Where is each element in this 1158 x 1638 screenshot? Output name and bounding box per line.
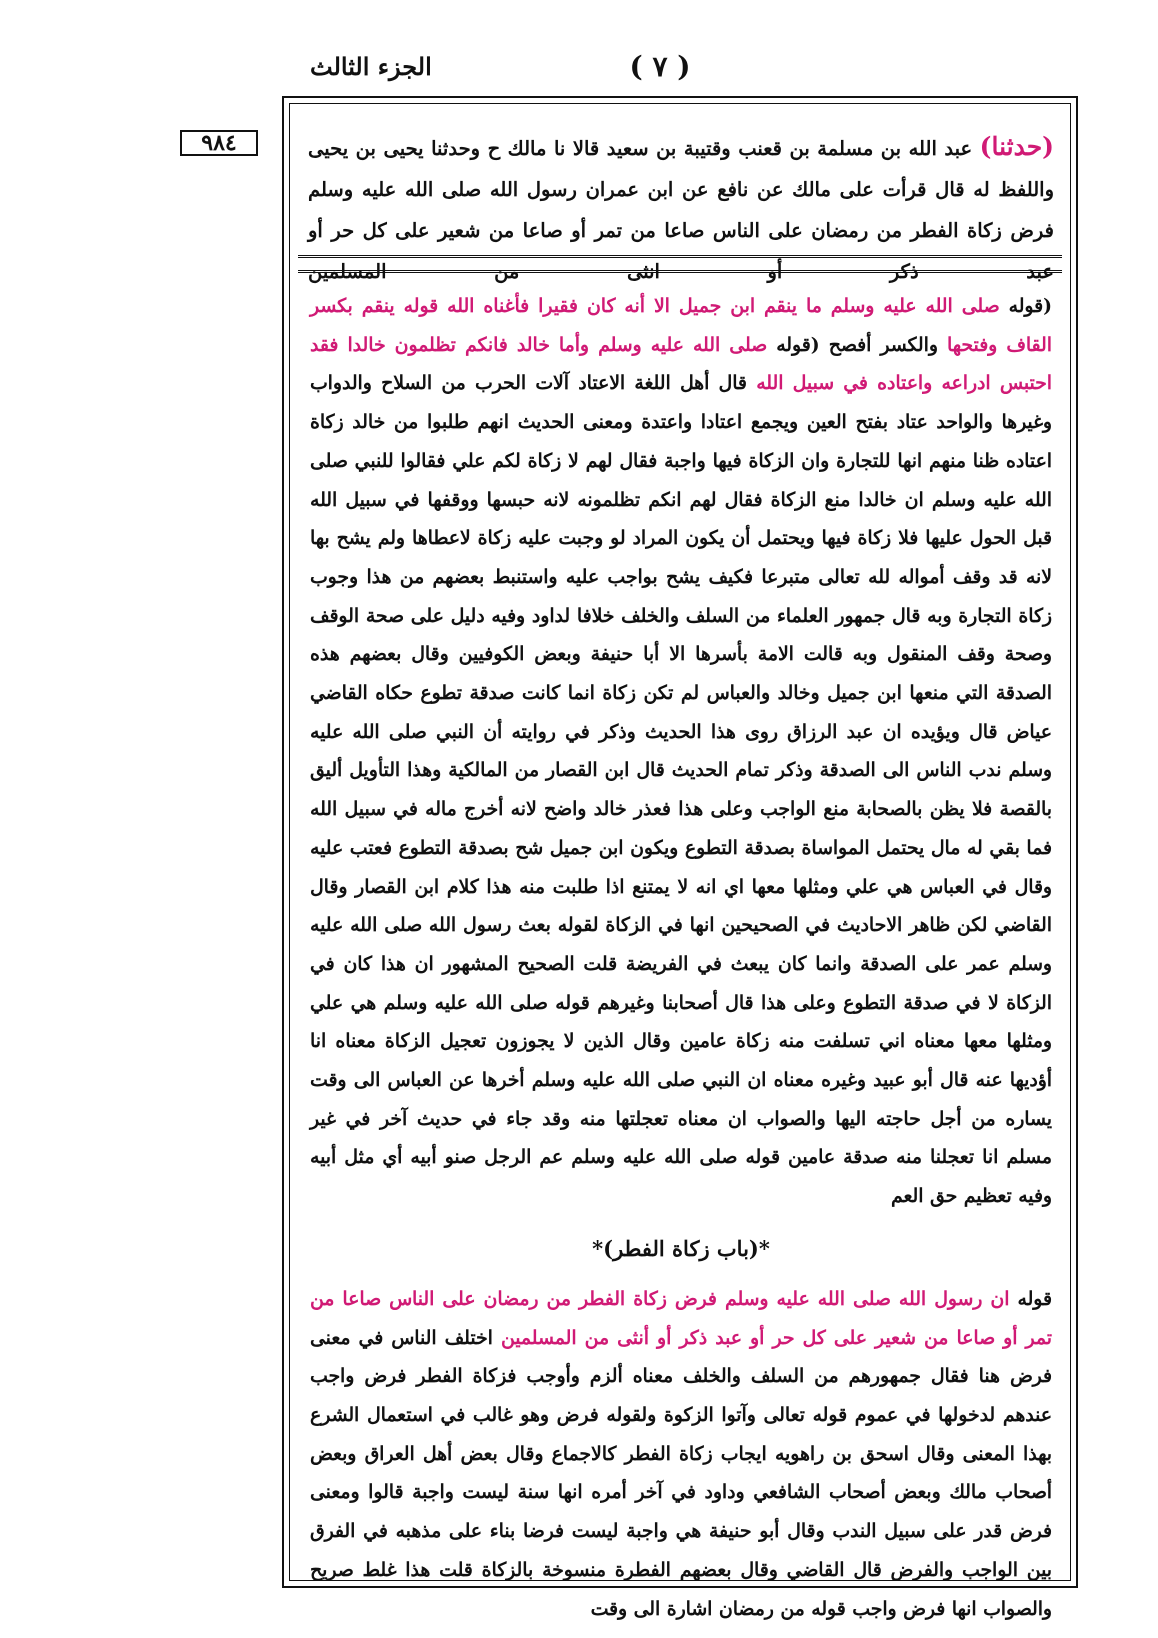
commentary-text-2: قال أهل اللغة الاعتاد آلات الحرب من السلاح والدواب وغيرها والواحد عتاد بفتح العين ويجمع اعتادا واعتدة ومعنى الحديث انهم طلبوا من خالد زكاة اعتاده ظنا منهم انها للتجارة وان الزكاة فيها واجبة فقال لهم لا زكاة لكم علي فقالوا للنبي صلى الله عليه وسلم ان خالدا منع الزكاة فقال لهم انكم تظلمونه لانه حبسها ووقفها في سبيل الله قبل الحول عليها فلا زكاة فيها ويحتمل أن يكون المراد لو وجبت عليه زكاة لاعطاها ولم يشح بها لانه قد وقف أمواله لله تعالى متبرعا فكيف يشح بواجب عليه واستنبط بعضهم من هذا وجوب زكاة التجارة وبه قال جمهور العلماء من السلف والخلف خلافا لداود وفيه دليل على صحة الوقف وصحة وقف المنقول وبه قالت الامة بأسرها الا أبا حنيفة وبعض الكوفيين وقال بعضهم هذه الصدقة التي منعها ابن جميل وخالد والعباس لم تكن زكاة انما كانت صدقة تطوع حكاه القاضي عياض قال ويؤيده ان عبد الرزاق روى هذا الحديث وذكر في روايته أن النبي صلى الله عليه وسلم ندب الناس الى الصدقة وذكر تمام الحديث قال ابن القصار من المالكية وهذا التأويل أليق بالقصة فلا يظن بالصحابة منع الواجب وعلى هذا فعذر خالد واضح لانه أخرج ماله في سبيل الله فما بقي له مال يحتمل المواساة بصدقة التطوع ويكون ابن جميل شح بصدقة التطوع فعتب عليه وقال في العباس هي علي ومثلها معها اي انه لا يمتنع اذا طلبت منه هذا كلام ابن القصار وقال القاضي لكن ظاهر الاحاديث في الصحيحين انها في الزكاة لقوله بعث رسول الله صلى الله عليه وسلم عمر على الصدقة وانما كان يبعث في الفريضة قلت الصحيح المشهور ان هذا كان في الزكاة لا في صدقة التطوع وعلى هذا قال أصحابنا وغيرهم قوله صلى الله عليه وسلم هي علي ومثلها معها معناه اني تسلفت منه زكاة عامين وقال الذين لا يجوزون تعجيل الزكاة معناه انا أؤديها عنه قال أبو عبيد وغيره معناه ان النبي صلى الله عليه وسلم أخرها عن العباس الى وقت يساره من أجل حاجته اليها والصواب ان معناه تعجلتها منه وقد جاء في حديث آخر في غير مسلم انا تعجلنا منه صدقة عامين قوله صلى الله عليه وسلم عم الرجل صنو أبيه أي مثل أبيه وفيه تعظيم حق العم (310, 372, 1052, 1208)
commentary-opening-2: قوله (1017, 1287, 1052, 1310)
chapter-heading: *(باب زكاة الفطر)* (592, 1235, 770, 1261)
commentary-quote-3: ان رسول الله صلى الله عليه وسلم فرض زكاة الفطر من رمضان على الناس صاعا من تمر أو صاعا من شعير على كل حر أو عبد ذكر أو أنثى من المسلمين (310, 1287, 1053, 1349)
hadith-lead-word: (حدثنا) (979, 132, 1054, 161)
commentary-paragraph-1 (310, 287, 1052, 1216)
commentary-quote-2: صلى الله عليه وسلم وأما خالد فانكم تظلمون خالدا فقد احتبس ادراعه واعتاده في سبيل الله (310, 333, 1052, 395)
running-header (290, 44, 1050, 94)
page-number: ( ٧ ) (629, 50, 691, 83)
page-frame-inner (289, 103, 1071, 1620)
commentary-paragraph-2 (310, 1280, 1052, 1628)
commentary-text-3: اختلف الناس في معنى فرض هنا فقال جمهورهم من السلف والخلف معناه ألزم وأوجب فزكاة الفطر فرض واجب عندهم لدخولها في عموم قوله تعالى وآتوا الزكوة ولقوله فرض وهو غالب في استعمال الشرع بهذا المعنى وقال اسحق بن راهويه ايجاب زكاة الفطر كالاجماع وقال بعض أهل العراق وبعض أصحاب مالك وبعض أصحاب الشافعي وداود في آخر أمره انها سنة ليست واجبة قالوا ومعنى فرض قدر على سبيل الندب وقال أبو حنيفة هي واجبة ليست فرضا بناء على مذهبه في الفرق بين الواجب والفرض قال القاضي وقال بعضهم الفطرة منسوخة بالزكاة قلت هذا غلط صريح والصواب انها فرض واجب قوله من رمضان اشارة الى وقت (310, 1326, 1052, 1620)
part-label: الجزء الثالث (310, 52, 432, 81)
hadith-body: عبد الله بن مسلمة بن قعنب وقتيبة بن سعيد قالا نا مالك ح وحدثنا يحيى بن يحيى واللفظ له قال قرأت على مالك عن نافع عن ابن عمران رسول الله صلى الله عليه وسلم فرض زكاة الفطر من رمضان على الناس صاعا من تمر أو صاعا من شعير على كل حر أو عبد ذكر أو انثى من المسلمين (308, 137, 1054, 283)
commentary-quote-1: صلى الله عليه وسلم ما ينقم ابن جميل الا أنه كان فقيرا فأغناه الله قوله ينقم بكسر القاف وفتحها (310, 295, 1052, 356)
commentary-opening: (قوله (1008, 295, 1052, 317)
hadith-text-box (298, 112, 1062, 283)
commentary-text-1: والكسر أفصح (قوله (776, 333, 938, 356)
page-frame (282, 96, 1078, 1620)
hadith-number-box: ٩٨٤ (180, 130, 258, 156)
commentary-box (298, 270, 1062, 1620)
hadith-text (308, 126, 1054, 292)
